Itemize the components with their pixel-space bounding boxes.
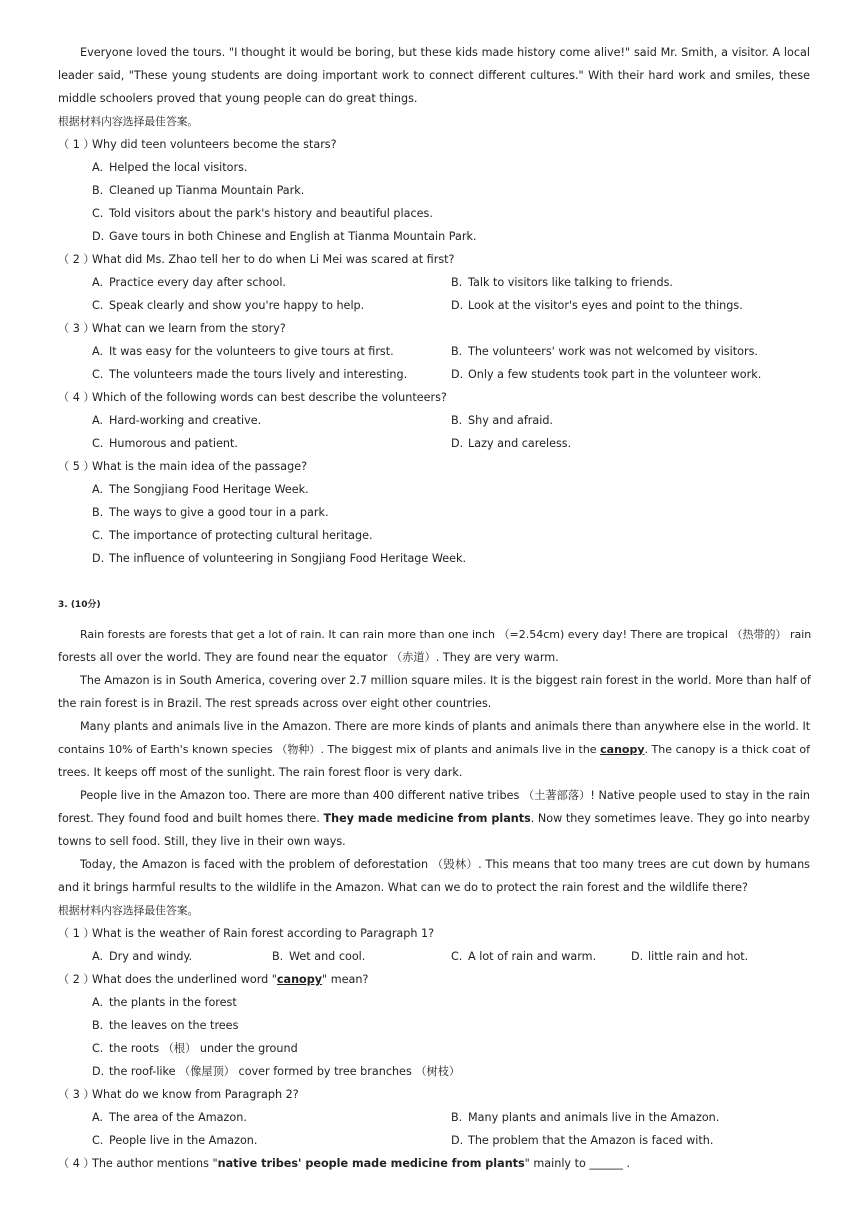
passage-line: trees. It keeps off most of the sunlight. The rain forest floor is very dark. [58,766,463,779]
option[interactable] [451,432,571,455]
question-number: （ 2 ） [58,253,95,266]
option[interactable] [92,524,373,547]
option-letter: D. [92,552,105,565]
option-text: Practice every day after school. [109,276,286,289]
passage-line: Everyone loved the tours. "I thought it would be boring, but these kids made history come alive!" said Mr. Smith, a visitor. A local [80,46,810,59]
question-text: " mean? [322,973,369,986]
option-text: the roots （根） under the ground [109,1042,298,1055]
option-letter: C. [92,529,104,542]
option[interactable] [451,340,758,363]
question-number: （ 4 ） [58,1157,95,1170]
option[interactable] [451,409,553,432]
option-letter: D. [451,437,464,450]
option[interactable] [92,1129,257,1152]
option[interactable] [451,1129,713,1152]
option-text: Only a few students took part in the volunteer work. [468,368,762,381]
passage-text: contains 10% of Earth's known species （物种）. The biggest mix of plants and animals live in the [58,743,601,756]
bold-phrase: They made medicine from plants [323,812,531,825]
passage-text: . Now they sometimes leave. They go into nearby [530,812,810,825]
option-text: Helped the local visitors. [109,161,248,174]
option[interactable] [92,271,286,294]
option-letter: A. [92,483,104,496]
option[interactable] [451,294,743,317]
option-text: The volunteers made the tours lively and interesting. [109,368,408,381]
option-text: Told visitors about the park's history and beautiful places. [109,207,433,220]
option[interactable] [92,156,247,179]
option[interactable] [92,991,237,1014]
option[interactable] [451,363,761,386]
option-letter: B. [451,276,463,289]
option-text: Look at the visitor's eyes and point to the things. [468,299,743,312]
option[interactable] [92,409,261,432]
option-letter: D. [451,368,464,381]
question-number: （ 2 ） [58,973,95,986]
question-text: What is the main idea of the passage? [92,460,308,473]
passage-line: The Amazon is in South America, covering over 2.7 million square miles. It is the biggest rain forest in the world. More than half of [80,674,811,687]
question-number: （ 5 ） [58,460,95,473]
option-text: People live in the Amazon. [109,1134,258,1147]
option-text: Gave tours in both Chinese and English at Tianma Mountain Park. [109,230,477,243]
option[interactable] [92,340,394,363]
passage-line: and it brings harmful results to the wildlife in the Amazon. What can we do to protect the rain forest and the wildlife there? [58,881,748,894]
passage-line: middle schoolers proved that young people can do great things. [58,92,418,105]
question-number: （ 1 ） [58,927,95,940]
option[interactable] [92,1037,298,1060]
underlined-word: canopy [276,973,323,986]
option-letter: D. [631,950,644,963]
option-text: The importance of protecting cultural heritage. [109,529,373,542]
passage-line: People live in the Amazon too. There are more than 400 different native tribes （土著部落）! Native people used to stay in the rain [80,789,810,802]
option[interactable] [92,547,466,570]
option-letter: B. [451,1111,463,1124]
question-text: " mainly to ______ . [524,1157,631,1170]
option-text: Humorous and patient. [109,437,238,450]
passage-line: towns to sell food. Still, they live in their own ways. [58,835,346,848]
option-text: Hard-working and creative. [109,414,262,427]
question [58,248,810,271]
option[interactable] [92,294,364,317]
question-text: Which of the following words can best describe the volunteers? [92,391,447,404]
question [58,1152,810,1175]
option[interactable] [92,179,304,202]
option[interactable] [92,1106,247,1129]
option-letter: A. [92,276,104,289]
option-text: The area of the Amazon. [109,1111,247,1124]
question [58,455,810,478]
option-letter: B. [92,1019,104,1032]
option[interactable] [272,945,365,968]
option-text: Talk to visitors like talking to friends. [468,276,673,289]
option-text: The Songjiang Food Heritage Week. [109,483,309,496]
question-text: What can we learn from the story? [92,322,286,335]
option-text: The volunteers' work was not welcomed by visitors. [468,345,758,358]
question-text: What do we know from Paragraph 2? [92,1088,299,1101]
question-number: （ 1 ） [58,138,95,151]
option-text: Cleaned up Tianma Mountain Park. [109,184,305,197]
option-text: Wet and cool. [289,950,366,963]
question [58,922,810,945]
question [58,386,810,409]
option-letter: C. [92,1134,104,1147]
option-text: Lazy and careless. [468,437,572,450]
option-text: It was easy for the volunteers to give tours at first. [109,345,394,358]
option-text: the leaves on the trees [109,1019,239,1032]
passage-text: forest. They found food and built homes there. [58,812,324,825]
option-letter: A. [92,161,104,174]
option-letter: D. [451,299,464,312]
option[interactable] [92,945,192,968]
passage-line: Many plants and animals live in the Amazon. There are more kinds of plants and animals there than anywhere else in the world. It [80,720,811,733]
option-text: little rain and hot. [648,950,749,963]
option-text: A lot of rain and warm. [468,950,597,963]
option[interactable] [451,271,673,294]
option-letter: C. [92,207,104,220]
instruction: 根据材料内容选择最佳答案。 [58,115,199,128]
option-text: The ways to give a good tour in a park. [109,506,329,519]
question [58,317,810,340]
option-letter: A. [92,414,104,427]
option-letter: C. [92,299,104,312]
option-text: Shy and afraid. [468,414,553,427]
passage-line [58,807,810,830]
option-letter: D. [92,1065,105,1078]
passage-line: Rain forests are forests that get a lot of rain. It can rain more than one inch （=2.54cm) every day! There are tropical （热带的） rain [80,628,812,641]
option[interactable] [92,1014,238,1037]
question-text: The author mentions " [92,1157,218,1170]
question-text: What does the underlined word " [92,973,277,986]
option[interactable] [92,225,477,248]
option-letter: B. [451,345,463,358]
option[interactable] [92,363,407,386]
option-letter: B. [92,184,104,197]
option-letter: A. [92,1111,104,1124]
passage-line: leader said, "These young students are doing important work to connect different cultures." With their hard work and smiles, these [58,69,810,82]
option-letter: C. [451,950,463,963]
option[interactable] [92,1060,460,1083]
question-text: What is the weather of Rain forest according to Paragraph 1? [92,927,435,940]
option-letter: C. [92,437,104,450]
option-text: Many plants and animals live in the Amazon. [468,1111,720,1124]
passage-line: forests all over the world. They are found near the equator （赤道）. They are very warm. [58,651,559,664]
option-letter: A. [92,996,104,1009]
option-letter: C. [92,1042,104,1055]
option-letter: B. [92,506,104,519]
option[interactable] [92,432,238,455]
question-number: （ 3 ） [58,1088,95,1101]
question [58,133,810,156]
question [58,1083,810,1106]
question-text: Why did teen volunteers become the stars? [92,138,337,151]
passage-line: Today, the Amazon is faced with the problem of deforestation （毁林）. This means that too many trees are cut down by humans [80,858,810,871]
option-text: Speak clearly and show you're happy to help. [109,299,365,312]
bold-phrase: native tribes' people made medicine from plants [217,1157,525,1170]
option[interactable] [92,202,433,225]
option-letter: A. [92,345,104,358]
option-text: the roof-like （像屋顶） cover formed by tree branches （树枝） [109,1065,461,1078]
option-text: the plants in the forest [109,996,237,1009]
question-number: （ 3 ） [58,322,95,335]
underlined-word: canopy [600,743,645,756]
option-letter: B. [272,950,284,963]
option-text: The problem that the Amazon is faced with. [468,1134,714,1147]
question-text: What did Ms. Zhao tell her to do when Li Mei was scared at first? [92,253,455,266]
question [58,968,810,991]
section-heading: 3. (10分) [58,600,101,610]
question-number: （ 4 ） [58,391,95,404]
option[interactable] [451,1106,719,1129]
instruction: 根据材料内容选择最佳答案。 [58,904,199,917]
option[interactable] [92,478,309,501]
option-letter: D. [92,230,105,243]
option[interactable] [451,945,596,968]
passage-line [58,738,810,761]
option-letter: A. [92,950,104,963]
option-letter: B. [451,414,463,427]
option-letter: D. [451,1134,464,1147]
option-text: Dry and windy. [109,950,193,963]
option-letter: C. [92,368,104,381]
option[interactable] [92,501,329,524]
option-text: The influence of volunteering in Songjiang Food Heritage Week. [109,552,467,565]
passage-line: the rain forest is in Brazil. The rest spreads across over eight other countries. [58,697,492,710]
passage-text: . The canopy is a thick coat of [644,743,811,756]
option[interactable] [631,945,748,968]
